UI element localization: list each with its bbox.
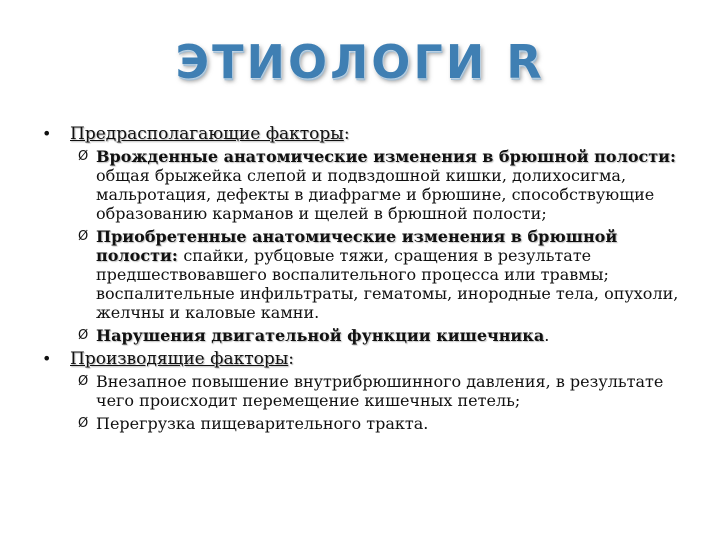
arrow-bullet-icon: Ø	[78, 149, 89, 164]
section-heading-suffix: :	[343, 124, 350, 144]
list-item	[40, 227, 680, 322]
bullet-icon: •	[42, 124, 52, 143]
slide-content	[40, 124, 680, 433]
arrow-bullet-icon: Ø	[78, 416, 89, 431]
list-item-bold: Врожденные анатомические изменения в брюшной полости:	[96, 147, 676, 166]
list-item	[40, 414, 680, 433]
section-predisposing	[40, 124, 680, 144]
list-item-text: Внезапное повышение внутрибрюшинного давления, в результате чего происходит перемещение кишечных петель;	[96, 372, 664, 410]
slide-title: ЭТИОЛОГИ R	[175, 35, 545, 89]
section-heading-text: Предрасполагающие факторы	[70, 124, 344, 144]
section-heading	[70, 349, 294, 369]
section-heading	[70, 124, 350, 144]
list-item-text: общая брыжейка слепой и подвздошной кишки, долихосигма, мальротация, дефекты в диафрагме и брюшине, способствующие образованию карманов и щелей в брюшной полости;	[96, 166, 655, 223]
list-item	[40, 372, 680, 410]
section-producing	[40, 349, 680, 369]
list-item	[40, 147, 680, 223]
list-item-text: спайки, рубцовые тяжи, сращения в результате предшествовавшего воспалительного процесса или травмы; воспалительные инфильтраты, гематомы, инородные тела, опухоли, желчны и каловые камни.	[96, 246, 679, 322]
arrow-bullet-icon: Ø	[78, 229, 89, 244]
arrow-bullet-icon: Ø	[78, 374, 89, 389]
list-item	[40, 326, 680, 345]
arrow-bullet-icon: Ø	[78, 328, 89, 343]
section-heading-text: Производящие факторы	[70, 349, 289, 369]
section-heading-suffix: :	[288, 349, 294, 369]
list-item-bold: Приобретенные анатомические изменения в брюшной полости:	[96, 227, 618, 265]
bullet-icon: •	[42, 349, 52, 368]
list-item-text: Перегрузка пищеварительного тракта.	[96, 414, 429, 433]
list-item-text: .	[544, 326, 550, 345]
list-item-bold: Нарушения двигательной функции кишечника	[96, 326, 545, 345]
